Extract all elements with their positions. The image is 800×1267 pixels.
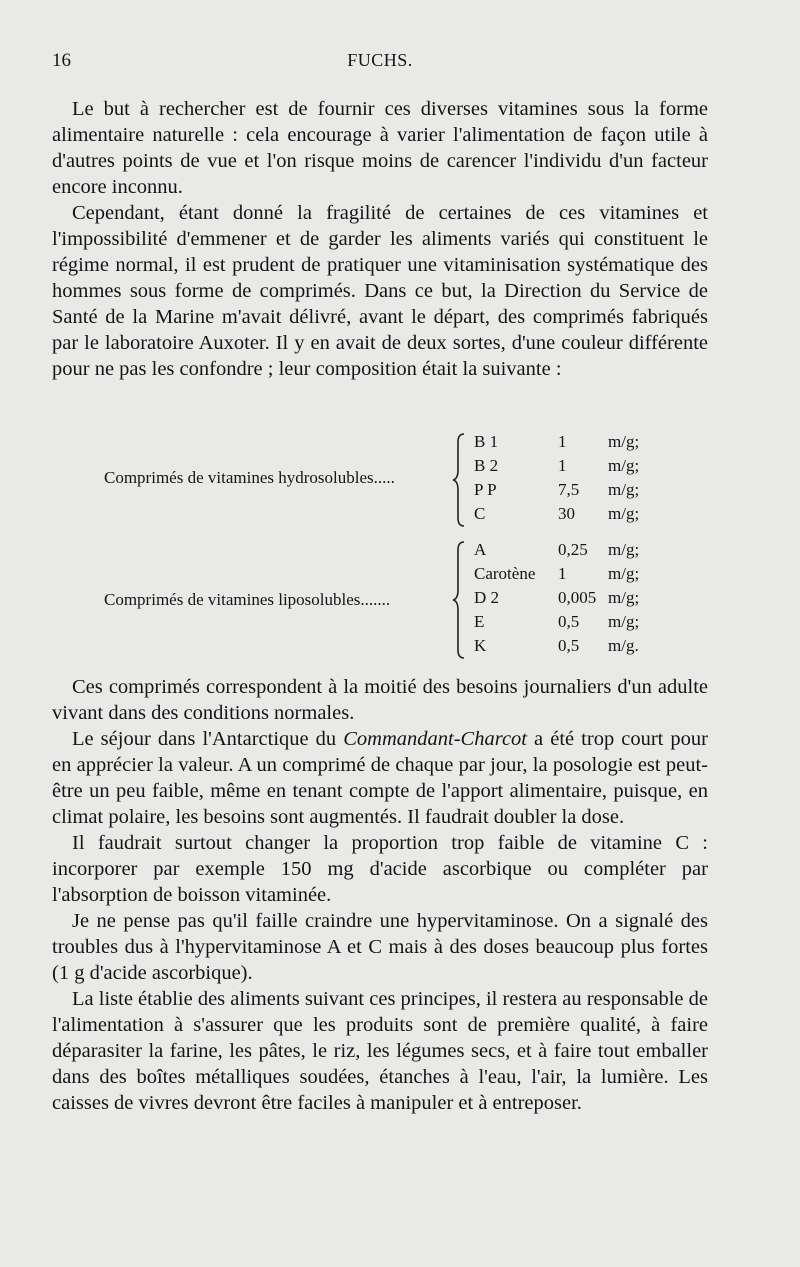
brace-icon — [452, 540, 466, 660]
vitamin-quantity: 0,5 — [558, 612, 580, 631]
tablet-composition-table — [52, 432, 708, 662]
vitamin-name: Carotène — [474, 564, 536, 583]
paragraph-ship — [52, 726, 708, 830]
vitamin-unit: m/g. — [608, 636, 639, 655]
group-rows — [474, 432, 714, 528]
table-row — [474, 564, 714, 588]
vitamin-unit: m/g; — [608, 588, 640, 607]
vitamin-name: B 2 — [474, 456, 499, 475]
paragraph: Le but à rechercher est de fournir ces diverses vitamines sous la forme alimentaire naturelle : cela encourage à varier l'alimentation de façon utile à d'autres points de vue et l'on risque moins de carencer l'individu d'un facteur encore inconnu. — [52, 98, 708, 198]
table-row — [474, 612, 714, 636]
vitamin-name: D 2 — [474, 588, 500, 607]
vitamin-unit: m/g; — [608, 480, 640, 499]
vitamin-name: B 1 — [474, 432, 499, 451]
paragraph: Je ne pense pas qu'il faille craindre une hypervitaminose. On a signalé des troubles dus à l'hypervitaminose A et C mais à des doses beaucoup plus fortes (1 g d'acide ascorbique). — [52, 910, 708, 984]
vitamin-quantity: 30 — [558, 504, 575, 523]
vitamin-unit: m/g; — [608, 504, 640, 523]
group-rows — [474, 540, 714, 660]
table-row — [474, 540, 714, 564]
table-row — [474, 504, 714, 528]
intro-text — [52, 96, 708, 382]
page-number: 16 — [52, 50, 71, 71]
vitamin-quantity: 1 — [558, 432, 567, 451]
vitamin-name: E — [474, 612, 485, 631]
vitamin-quantity: 1 — [558, 456, 567, 475]
text-run: a été trop court pour en apprécier la valeur. A un comprimé de chaque par jour, la posologie est peut-être un peu faible, même en tenant compte de l'apport alimentaire, puisque, en climat polaire, les besoins sont augmentés. Il faudrait doubler la dose. — [52, 728, 709, 828]
vitamin-quantity: 0,25 — [558, 540, 588, 559]
vitamin-quantity: 0,005 — [558, 588, 597, 607]
vitamin-unit: m/g; — [608, 456, 640, 475]
paragraph: Il faudrait surtout changer la proportion trop faible de vitamine C : incorporer par exemple 150 mg d'acide ascorbique ou compléter par l'absorption de boisson vitaminée. — [52, 832, 708, 906]
group-label: Comprimés de vitamines liposolubles....... — [104, 590, 391, 609]
table-row — [474, 480, 714, 504]
paragraph: La liste établie des aliments suivant ces principes, il restera au responsable de l'alimentation à s'assurer que les produits sont de première qualité, à faire déparasiter la farine, les pâtes, le riz, les légumes secs, et à faire tout emballer dans des boîtes métalliques soudées, étanches à l'eau, l'air, la lumière. Les caisses de vivres devront être faciles à manipuler et à entreposer. — [52, 988, 708, 1114]
vitamin-unit: m/g; — [608, 432, 640, 451]
running-head: FUCHS. — [347, 50, 413, 70]
table-row — [474, 636, 714, 660]
table-row — [474, 432, 714, 456]
vitamin-quantity: 7,5 — [558, 480, 580, 499]
vitamin-name: A — [474, 540, 487, 559]
vitamin-quantity: 0,5 — [558, 636, 580, 655]
vitamin-unit: m/g; — [608, 612, 640, 631]
ship-name: Commandant-Charcot — [343, 728, 527, 750]
vitamin-name: P P — [474, 480, 497, 499]
paragraph: Cependant, étant donné la fragilité de certaines de ces vitamines et l'impossibilité d'emmener et de garder les aliments variés qui constituent le régime normal, il est prudent de pratiquer une vitaminisation systématique des hommes sous forme de comprimés. Dans ce but, la Direction du Service de Santé de la Marine m'avait délivré, avant le départ, des comprimés fabriqués par le laboratoire Auxoter. Il y en avait de deux sortes, d'une couleur différente pour ne pas les confondre ; leur composition était la suivante : — [52, 202, 708, 380]
closing-text — [52, 674, 708, 1116]
table-row — [474, 456, 714, 480]
brace-icon — [452, 432, 466, 528]
vitamin-name: C — [474, 504, 486, 523]
page-header — [52, 50, 708, 80]
group-label: Comprimés de vitamines hydrosolubles..... — [104, 468, 395, 487]
table-row — [474, 588, 714, 612]
vitamin-name: K — [474, 636, 487, 655]
vitamin-quantity: 1 — [558, 564, 567, 583]
vitamin-unit: m/g; — [608, 540, 640, 559]
text-run: Le séjour dans l'Antarctique du — [72, 728, 344, 750]
vitamin-unit: m/g; — [608, 564, 640, 583]
paragraph: Ces comprimés correspondent à la moitié des besoins journaliers d'un adulte vivant dans des conditions normales. — [52, 676, 708, 724]
